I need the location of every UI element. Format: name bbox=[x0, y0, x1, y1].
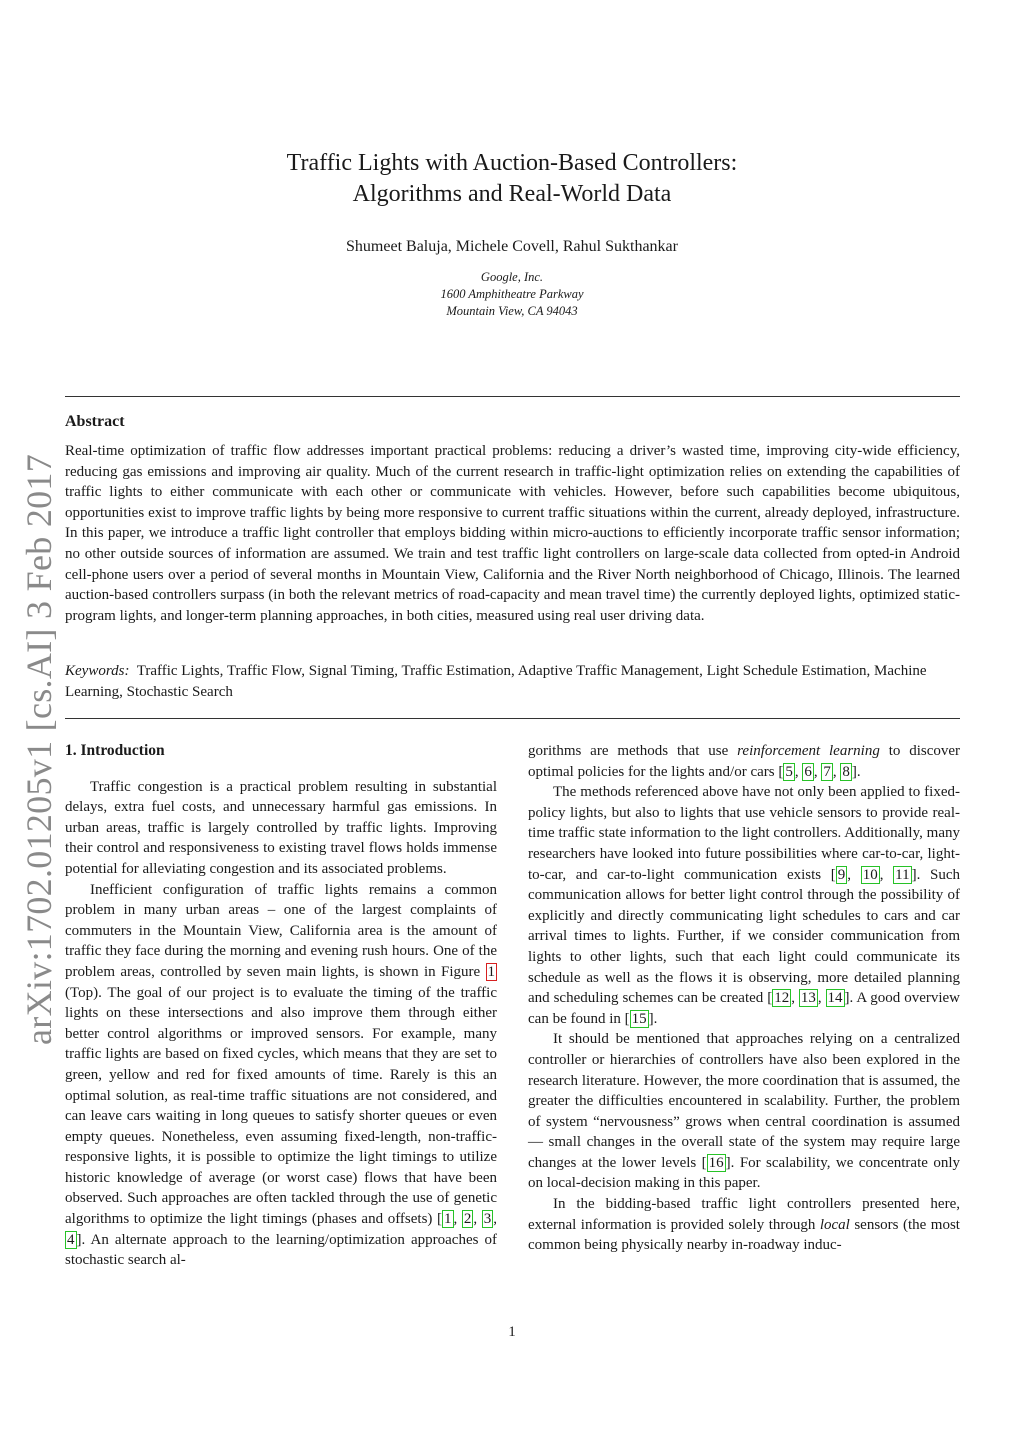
intro-paragraph-3: The methods referenced above have not only been applied to fixed-policy lights, but also to lights that use vehicle sensors to provide real-time traffic state information to the light controllers. Additionally, many researchers have looked into future possibilities where car-to-car, light-to-car, and car-to-light communication exists [ 9 , 10 , 11 ]. Such communication allows for better light control through the possibility of explicitly and directly communicating light schedules to cars and car arrival times to lights. Further, if we consider communication from lights to other lights, such that each light could communicate its schedule as well as the flows it is observing, more detailed planning and scheduling schemes can be created [ 12 , 13 , 14 ]. A good overview can be found in [ 15 ]. bbox=[528, 784, 961, 1027]
citation-link[interactable]: 2 bbox=[463, 1211, 472, 1228]
affiliation bbox=[0, 269, 1024, 320]
paper-title bbox=[0, 148, 1024, 210]
affiliation-city: Mountain View, CA 94043 bbox=[446, 304, 578, 318]
citation-link[interactable]: 9 bbox=[837, 866, 846, 883]
citation-link[interactable]: 11 bbox=[895, 866, 910, 883]
citation-link[interactable]: 7 bbox=[823, 763, 831, 780]
citation-link[interactable]: 12 bbox=[774, 990, 790, 1007]
figure-ref-link[interactable]: 1 bbox=[487, 963, 495, 980]
intro-paragraph-2: Inefficient configuration of traffic lights remains a common problem in many urban areas – one of the largest complaints of commuters in the Mountain View, California area is the amount of traffic they face during the morning and evening rush hours. One of the problem areas, controlled by seven main lights, is shown in Figure 1 (Top). The goal of our project is to evaluate the timing of the traffic lights on these intersections and also improve them through either better control algorithms or improved sensors. For example, many traffic lights are based on fixed cycles, which means that they are set to green, yellow and red for fixed amounts of time. Rarely is this an optimal solution, as real-time traffic situations are not considered, and can leave cars waiting in long queues to satisfy shorter queues or even empty queues. Nonetheless, even assuming fixed-length, non-traffic-responsive lights, it is possible to optimize the light timings to utilize historic knowledge of average (or worst case) flows that have been observed. Such approaches are often tackled through the use of genetic algorithms to optimize the light timings (phases and offsets) [ 1 , 2 , 3 , 4 ]. An alternate approach to the learning/optimization approaches of stochastic search al- bbox=[65, 881, 498, 1269]
citation-link[interactable]: 6 bbox=[804, 763, 812, 780]
citation-link[interactable]: 15 bbox=[631, 1010, 647, 1027]
citation-link[interactable]: 5 bbox=[785, 763, 793, 780]
intro-paragraph-2-cont: gorithms are methods that use reinforcement learning to discover optimal policies for the lights and/or cars [ 5 , 6 , 7 , 8 ]. bbox=[528, 743, 961, 780]
abstract-text: Real-time optimization of traffic flow addresses important practical problems: reducing a driver’s wasted time, improving city-wide efficiency, reducing gas emissions and improving air quality. Much of the current research in traffic-light optimization relies on extending the capabilities of traffic lights to either communicate with each other or communicate with vehicles. However, before such capabilities become ubiquitous, opportunities exist to improve traffic lights by being more responsive to current traffic situations within the current, already deployed, infrastructure. In this paper, we introduce a traffic light controller that employs bidding within micro-auctions to efficiently incorporate traffic sensor information; no other outside sources of information are assumed. We train and test traffic light controllers on large-scale data collected from opted-in Android cell-phone users over a period of several months in Mountain View, California and the River North neighborhood of Chicago, Illinois. The learned auction-based controllers surpass (in both the relevant metrics of road-capacity and mean travel time) the currently deployed lights, optimized static-program lights, and longer-term planning approaches, in both cities, measured using real user driving data. bbox=[65, 443, 960, 624]
affiliation-org: Google, Inc. bbox=[480, 270, 544, 284]
keywords bbox=[65, 661, 960, 702]
arxiv-identifier: arXiv:1702.01205v1 [cs.AI] 3 Feb 2017 bbox=[19, 453, 59, 1045]
page-number: 1 bbox=[508, 1324, 516, 1340]
citation-link[interactable]: 3 bbox=[483, 1211, 492, 1228]
authors: Shumeet Baluja, Michele Covell, Rahul Sukthankar bbox=[346, 238, 678, 255]
keywords-list: Traffic Lights, Traffic Flow, Signal Timing, Traffic Estimation, Adaptive Traffic Management, Light Schedule Estimation, Machine Learning, Stochastic Search bbox=[65, 663, 927, 700]
intro-paragraph-4: It should be mentioned that approaches relying on a centralized controller or hierarchies of controllers have also been explored in the research literature. However, the more coordination that is assumed, the greater the difficulties encountered in scalability. Further, the problem of system “nervousness” grows when central coordination is assumed — small changes in the overall state of the system may require large changes at the lower levels [ 16 ]. For scalability, we concentrate only on local-decision making in this paper. bbox=[528, 1031, 960, 1192]
right-column bbox=[528, 741, 960, 1256]
affiliation-street: 1600 Amphitheatre Parkway bbox=[440, 287, 584, 301]
citation-link[interactable]: 13 bbox=[800, 990, 816, 1007]
left-column bbox=[65, 741, 497, 1271]
title-line-1: Traffic Lights with Auction-Based Controllers: bbox=[286, 150, 738, 176]
bottom-rule bbox=[65, 718, 960, 719]
intro-paragraph-1: Traffic congestion is a practical problem resulting in substantial delays, extra fuel costs, and unnecessary harmful gas emissions. In urban areas, traffic is largely controlled by traffic lights. Improving their control and responsiveness to existing travel flows holds immense potential for alleviating congestion and its associated problems. bbox=[65, 778, 497, 877]
title-line-2: Algorithms and Real-World Data bbox=[352, 181, 672, 207]
citation-link[interactable]: 14 bbox=[827, 990, 843, 1007]
citation-link[interactable]: 1 bbox=[444, 1211, 452, 1228]
citation-link[interactable]: 10 bbox=[862, 866, 878, 883]
top-rule bbox=[65, 396, 960, 397]
intro-paragraph-5: In the bidding-based traffic light controllers presented here, external information is provided solely through local sensors (the most common being physically nearby in-roadway induc- bbox=[528, 1196, 960, 1254]
citation-link[interactable]: 16 bbox=[708, 1154, 724, 1171]
citation-link[interactable]: 8 bbox=[842, 763, 850, 780]
citation-link[interactable]: 4 bbox=[67, 1231, 75, 1248]
abstract-heading: Abstract bbox=[65, 413, 125, 430]
keywords-label: Keywords: bbox=[65, 663, 130, 679]
section-heading: 1. Introduction bbox=[65, 742, 165, 759]
